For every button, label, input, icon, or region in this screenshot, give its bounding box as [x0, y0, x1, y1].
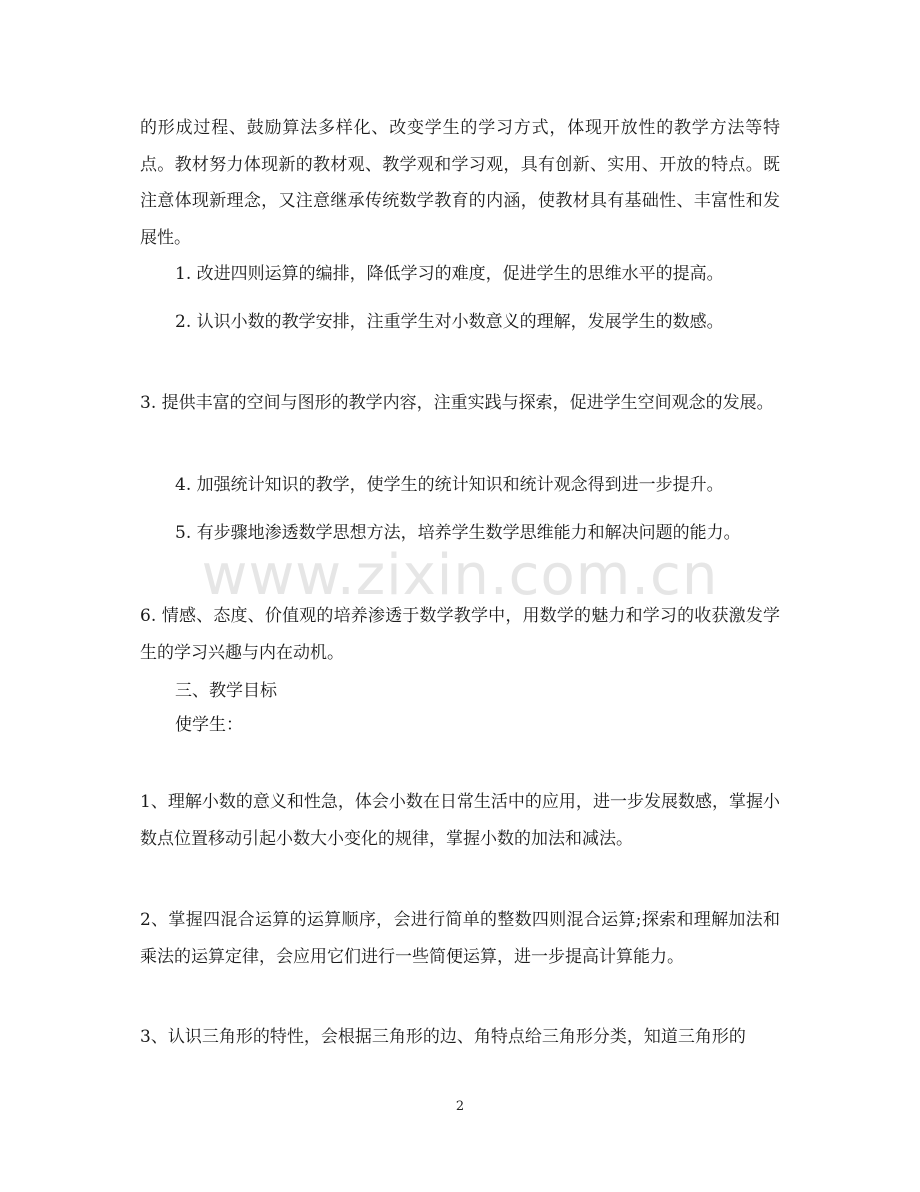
paragraph-item-1: 1. 改进四则运算的编排，降低学习的难度，促进学生的思维水平的提高。 [175, 264, 724, 284]
paragraph-item-5: 5. 有步骤地渗透数学思想方法，培养学生数学思维能力和解决问题的能力。 [175, 523, 741, 543]
section-heading: 三、教学目标 [175, 681, 277, 701]
paragraph-intro: 的形成过程、鼓励算法多样化、改变学生的学习方式，体现开放性的教学方法等特点。教材努力体现新的教材观、教学观和学习观，具有创新、实用、开放的特点。既注意体现新理念，又注意继承传统数学教育的内涵，使教材具有基础性、丰富性和发展性。 [140, 118, 780, 248]
paragraph-item-2: 2. 认识小数的教学安排，注重学生对小数意义的理解，发展学生的数感。 [175, 312, 724, 332]
page-number: 2 [455, 1099, 465, 1114]
paragraph-lead: 使学生： [175, 715, 243, 735]
paragraph-goal-1: 1、理解小数的意义和性急，体会小数在日常生活中的应用，进一步发展数感，掌握小数点位置移动引起小数大小变化的规律，掌握小数的加法和减法。 [140, 792, 780, 849]
paragraph-goal-2: 2、掌握四混合运算的运算顺序，会进行简单的整数四则混合运算;探索和理解加法和乘法的运算定律，会应用它们进行一些简便运算，进一步提高计算能力。 [140, 910, 780, 967]
paragraph-goal-3: 3、认识三角形的特性，会根据三角形的边、角特点给三角形分类，知道三角形的 [140, 1027, 746, 1047]
paragraph-item-6: 6. 情感、态度、价值观的培养渗透于数学教学中，用数学的魅力和学习的收获激发学生的学习兴趣与内在动机。 [140, 606, 780, 663]
paragraph-item-4: 4. 加强统计知识的教学，使学生的统计知识和统计观念得到进一步提升。 [175, 475, 724, 495]
paragraph-item-3: 3. 提供丰富的空间与图形的教学内容，注重实践与探索，促进学生空间观念的发展。 [140, 393, 774, 413]
watermark: www.zixin.com.cn [201, 543, 719, 608]
